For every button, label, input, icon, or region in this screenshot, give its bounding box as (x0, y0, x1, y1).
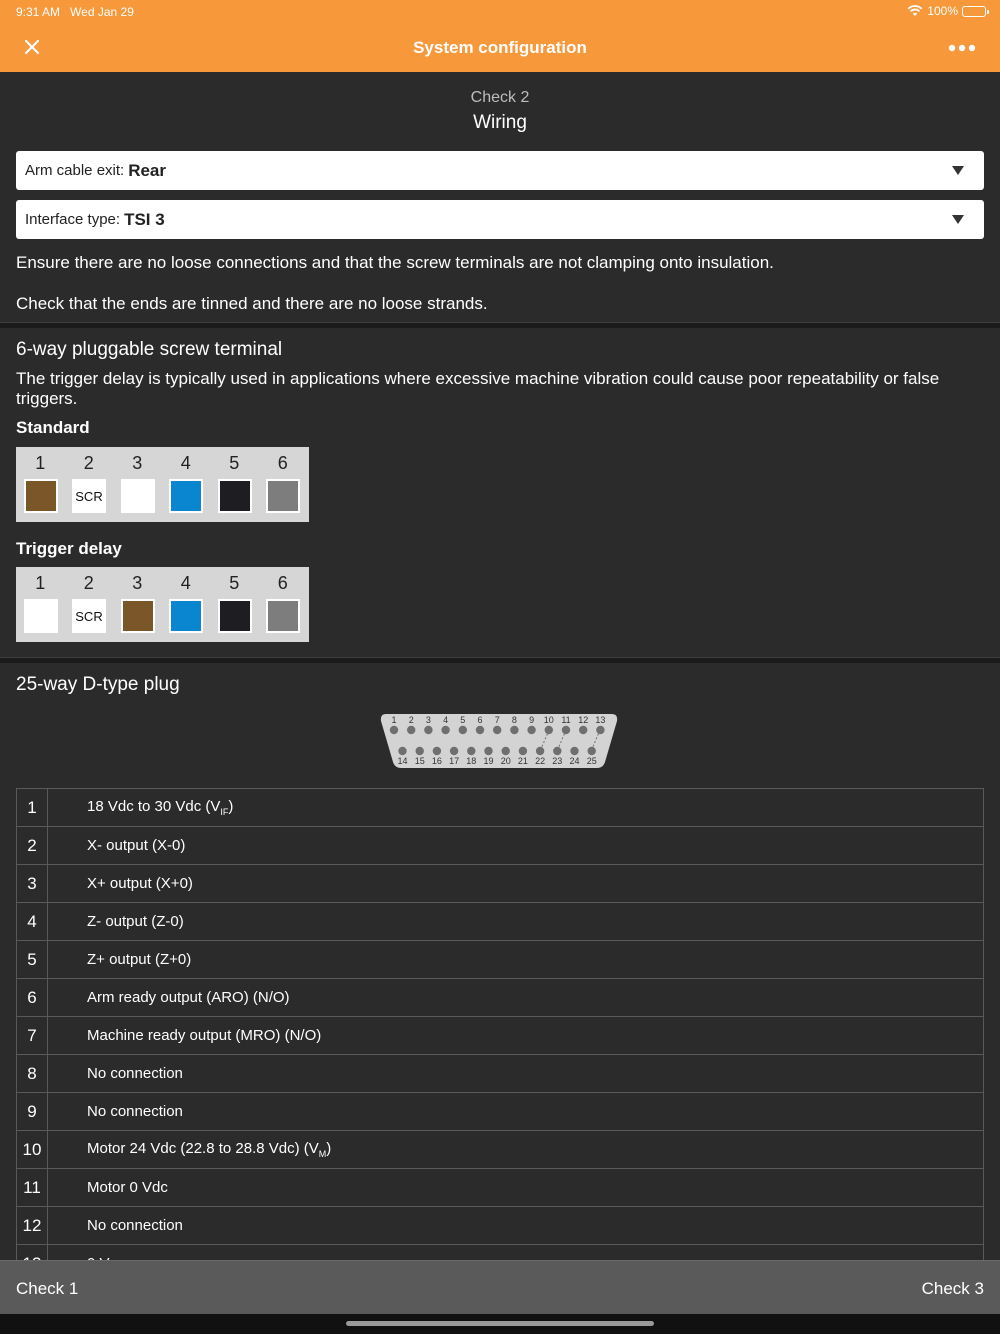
pin-number: 2 (17, 827, 48, 865)
dtype-plug-title: 25-way D-type plug (16, 674, 180, 695)
table-row (17, 1131, 984, 1169)
pin-description-text: Arm ready output (ARO) (N/O) (87, 989, 290, 1006)
table-row (17, 1169, 984, 1207)
dtype-pin-label: 20 (500, 756, 511, 766)
table-row (17, 979, 984, 1017)
check-header (0, 72, 1000, 134)
dtype-pin-dot (502, 747, 510, 755)
pin-number: 5 (17, 941, 48, 979)
screw-terminal-description: The trigger delay is typically used in applications where excessive machine vibration could cause poor repeatability or false triggers. (16, 369, 940, 408)
dtype-pin-label: 21 (517, 756, 528, 766)
pin-number: 7 (17, 1017, 48, 1055)
terminal-number: 2 (83, 573, 94, 593)
home-indicator-area (0, 1314, 1000, 1334)
pin-description (48, 827, 984, 865)
dtype-pin-label: 1 (391, 715, 397, 725)
pin-description (48, 903, 984, 941)
dtype-pin-dot (510, 726, 518, 734)
dtype-pin-label: 13 (595, 715, 606, 725)
pin-description-text: No connection (87, 1103, 183, 1120)
pin-description-text: No connection (87, 1217, 183, 1234)
dtype-pin-label: 11 (561, 715, 571, 725)
interface-type-select[interactable] (16, 200, 984, 239)
section-divider (0, 322, 1000, 328)
pin-description-text: Z+ output (Z+0) (87, 951, 192, 968)
dtype-pin-label: 25 (586, 756, 597, 766)
pin-description-text: Motor 0 Vdc (87, 1179, 168, 1196)
dtype-pin-label: 10 (543, 715, 554, 725)
pin-assignment-table (16, 788, 984, 1283)
dtype-pin-label: 4 (443, 715, 449, 725)
terminal-number: 5 (229, 573, 240, 593)
previous-check-button[interactable]: Check 1 (16, 1279, 79, 1298)
interface-type-label: Interface type: (25, 211, 121, 228)
table-row (17, 865, 984, 903)
status-time-date: 9:31 AM Wed Jan 29 (16, 5, 134, 19)
wire-color-box (266, 599, 300, 633)
trigger-delay-heading: Trigger delay (16, 539, 122, 558)
battery-percent: 100% (927, 4, 958, 18)
dtype-pin-dot (596, 726, 604, 734)
dtype-pin-dot (416, 747, 424, 755)
table-row (17, 1207, 984, 1245)
terminal-number: 5 (229, 453, 240, 473)
wire-color-box (121, 479, 155, 513)
pin-number: 6 (17, 979, 48, 1017)
shield-label: SCR (75, 608, 103, 624)
dtype-pin-label: 24 (569, 756, 580, 766)
pin-number: 3 (17, 865, 48, 903)
pin-description-text: No connection (87, 1065, 183, 1082)
dtype-pin-dot (484, 747, 492, 755)
dtype-pin-dot (570, 747, 578, 755)
pin-description (48, 865, 984, 903)
dtype-pin-label: 22 (535, 756, 546, 766)
home-indicator[interactable] (346, 1321, 654, 1326)
dtype-pin-dot (407, 726, 415, 734)
next-check-button[interactable]: Check 3 (921, 1279, 984, 1298)
table-row (17, 789, 984, 827)
dtype-pin-label: 16 (431, 756, 442, 766)
pin-description-text: Z- output (Z-0) (87, 913, 184, 930)
wire-color-box (169, 479, 203, 513)
wifi-icon (907, 5, 923, 17)
terminal-number: 4 (180, 573, 191, 593)
dtype-pin-label: 6 (477, 715, 483, 725)
dtype-pin-label: 17 (449, 756, 460, 766)
pin-description-text: X+ output (X+0) (87, 875, 193, 892)
arm-cable-exit-value: Rear (128, 160, 167, 180)
wire-color-box (72, 599, 106, 633)
dtype-pin-dot (588, 747, 596, 755)
dtype-pin-label: 19 (483, 756, 494, 766)
dtype-plug-diagram (378, 712, 620, 770)
battery-icon (962, 6, 986, 17)
wire-color-box (121, 599, 155, 633)
terminal-number: 1 (35, 573, 46, 593)
trigger-delay-terminal-diagram (16, 567, 309, 642)
check-navigation-bar (0, 1260, 1000, 1314)
dtype-pin-dot (390, 726, 398, 734)
pin-description (48, 1207, 984, 1245)
pin-description-text: X- output (X-0) (87, 837, 186, 854)
intro-text-2: Check that the ends are tinned and there are no loose strands. (16, 294, 488, 313)
terminal-number: 1 (35, 453, 46, 473)
terminal-number: 6 (277, 573, 288, 593)
dtype-pin-label: 18 (466, 756, 477, 766)
section-divider (0, 657, 1000, 663)
pin-description (48, 1169, 984, 1207)
pin-number: 8 (17, 1055, 48, 1093)
dtype-pin-dot (433, 747, 441, 755)
status-bar (0, 0, 1000, 24)
dtype-pin-label: 2 (408, 715, 414, 725)
terminal-number: 2 (83, 453, 94, 473)
shield-label: SCR (75, 488, 103, 504)
wire-color-box (169, 599, 203, 633)
pin-description-text: 18 Vdc to 30 Vdc (V (87, 798, 221, 815)
more-icon (948, 38, 976, 58)
dtype-pin-label: 5 (460, 715, 466, 725)
check-title: Wiring (473, 112, 527, 133)
intro-text-1: Ensure there are no loose connections and that the screw terminals are not clamping onto insulation. (16, 253, 774, 272)
pin-number: 9 (17, 1093, 48, 1131)
pin-number: 10 (17, 1131, 48, 1169)
standard-heading: Standard (16, 418, 90, 437)
page-title: System configuration (413, 38, 587, 57)
pin-description-subscript: M (318, 1149, 327, 1159)
pin-number: 11 (17, 1169, 48, 1207)
pin-description (48, 1055, 984, 1093)
wire-color-box (72, 479, 106, 513)
pin-number: 12 (17, 1207, 48, 1245)
dtype-pin-label: 8 (511, 715, 517, 725)
table-row (17, 941, 984, 979)
dropdown-arrow-icon (952, 215, 964, 224)
pin-description-text: Motor 24 Vdc (22.8 to 28.8 Vdc) (V (87, 1140, 319, 1157)
arm-cable-exit-select[interactable] (16, 151, 984, 190)
pin-description (48, 1093, 984, 1131)
standard-terminal-diagram (16, 447, 309, 522)
terminal-number: 6 (277, 453, 288, 473)
dtype-pin-label: 23 (552, 756, 563, 766)
dtype-pin-dot (553, 747, 561, 755)
table-row (17, 903, 984, 941)
wire-color-box (218, 599, 252, 633)
table-row (17, 1093, 984, 1131)
dtype-pin-label: 9 (529, 715, 535, 725)
dtype-pin-label: 3 (425, 715, 431, 725)
dtype-pin-label: 7 (494, 715, 500, 725)
terminal-number: 3 (132, 453, 143, 473)
more-button[interactable] (948, 38, 976, 58)
terminal-number: 3 (132, 573, 143, 593)
wire-color-box (24, 479, 58, 513)
pin-description (48, 979, 984, 1017)
terminal-numbers (16, 453, 309, 474)
pin-description (48, 1017, 984, 1055)
pin-description-suffix: ) (326, 1140, 332, 1157)
pin-description-suffix: ) (228, 798, 234, 815)
dtype-pin-dot (398, 747, 406, 755)
dtype-pin-label: 14 (397, 756, 408, 766)
arm-cable-exit-label: Arm cable exit: (25, 162, 125, 179)
pin-number: 1 (17, 789, 48, 827)
check-number: Check 2 (470, 89, 530, 106)
dtype-pin-dot (579, 726, 587, 734)
dropdown-arrow-icon (952, 166, 964, 175)
pin-description-text: Machine ready output (MRO) (N/O) (87, 1027, 322, 1044)
interface-type-value: TSI 3 (124, 209, 165, 229)
dtype-pin-dot (441, 726, 449, 734)
pin-description (48, 941, 984, 979)
dtype-pin-label: 12 (578, 715, 589, 725)
pin-description (48, 789, 984, 827)
wire-color-box (24, 599, 58, 633)
dtype-pin-dot (476, 726, 484, 734)
terminal-number: 4 (180, 453, 191, 473)
dtype-pin-dot (467, 747, 475, 755)
table-row (17, 827, 984, 865)
dtype-pin-dot (527, 726, 535, 734)
table-row (17, 1017, 984, 1055)
dtype-pin-dot (424, 726, 432, 734)
navigation-bar (0, 0, 1000, 72)
dtype-pin-dot (450, 747, 458, 755)
wire-color-box (218, 479, 252, 513)
screw-terminal-title: 6-way pluggable screw terminal (16, 339, 283, 360)
table-row (17, 1055, 984, 1093)
dtype-pin-label: 15 (414, 756, 425, 766)
pin-description (48, 1131, 984, 1169)
dtype-pin-dot (493, 726, 501, 734)
pin-description-subscript: IF (220, 807, 229, 817)
pin-number: 4 (17, 903, 48, 941)
dtype-pin-dot (519, 747, 527, 755)
content-scroll-area[interactable] (0, 72, 1000, 1260)
dtype-pin-dot (459, 726, 467, 734)
terminal-numbers (16, 573, 309, 594)
dtype-pin-dot (536, 747, 544, 755)
wire-color-box (266, 479, 300, 513)
